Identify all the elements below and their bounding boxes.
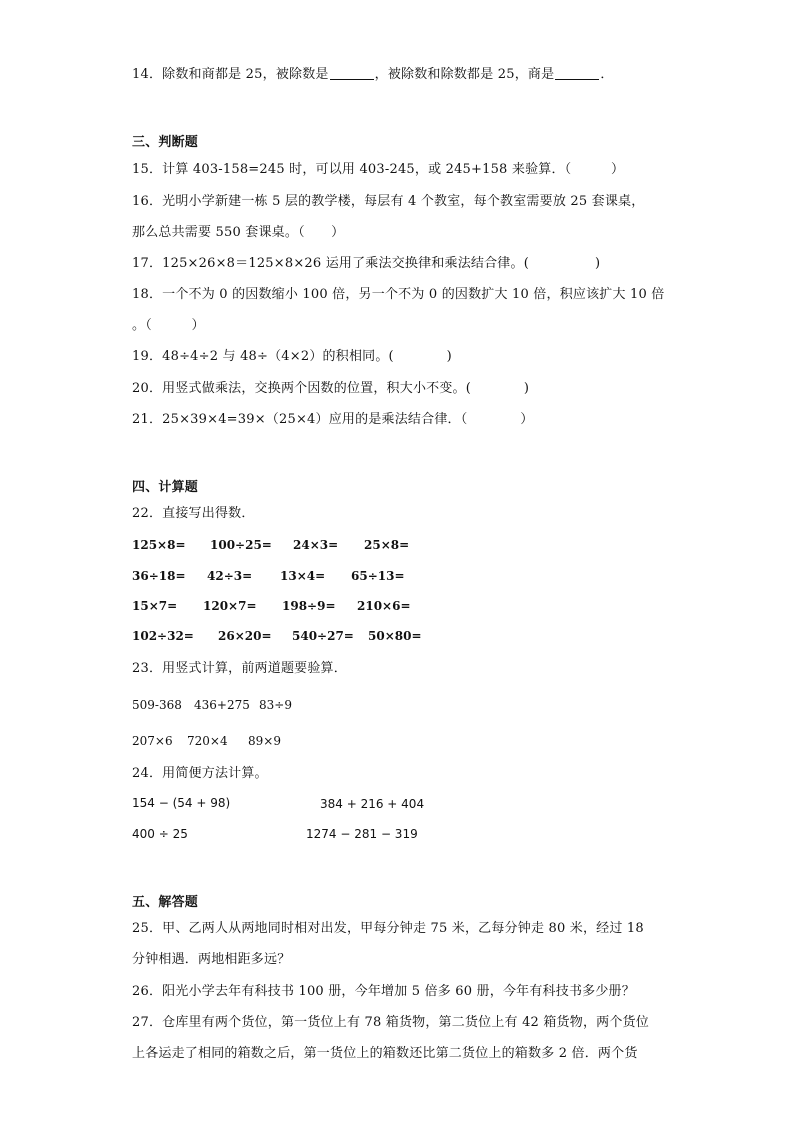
q22-item: 100÷25= [210,538,272,552]
question-14-text-b: ，被除数和除数都是 25，商是 [374,67,555,82]
q23-item: 720×4 [187,734,228,748]
q22-item: 42÷3= [207,569,253,583]
question-15: 15．计算 403-158=245 时，可以用 403-245，或 245+158 来验算．（ ） [132,162,625,177]
q23-item: 83÷9 [259,698,292,712]
section-title-word-problems: 五、解答题 [132,895,199,910]
question-16-line-2: 那么总共需要 550 套课桌。（ ） [132,225,345,240]
q24-item: 154 − (54 + 98) [132,796,231,810]
q22-item: 25×8= [364,538,410,552]
q23-item: 207×6 [132,734,173,748]
question-21: 21．25×39×4=39×（25×4）应用的是乘法结合律．（ ） [132,412,534,427]
q22-item: 198÷9= [282,599,336,613]
q24-item: 1274 − 281 − 319 [306,827,418,841]
question-25-line-2: 分钟相遇．两地相距多远？ [132,952,291,967]
q22-item: 102÷32= [132,629,194,643]
question-27-line-2: 上各运走了相同的箱数之后，第一货位上的箱数还比第二货位上的箱数多 2 倍．两个货 [132,1046,638,1061]
q22-item: 540÷27= [292,629,354,643]
question-16-line-1: 16．光明小学新建一栋 5 层的教学楼，每层有 4 个教室，每个教室需要放 25 套课桌， [132,194,645,209]
question-20: 20．用竖式做乘法，交换两个因数的位置，积大小不变。( ) [132,381,530,396]
question-14-text-a: 14．除数和商都是 25，被除数是 [132,67,329,82]
q22-item: 210×6= [357,599,411,613]
q23-item: 509-368 [132,698,182,712]
q23-item: 89×9 [248,734,281,748]
question-19: 19．48÷4÷2 与 48÷（4×2）的积相同。( ) [132,349,452,364]
q22-item: 15×7= [132,599,178,613]
question-18-line-1: 18．一个不为 0 的因数缩小 100 倍，另一个不为 0 的因数扩大 10 倍，积应该扩大 10 倍 [132,287,665,302]
question-22-title: 22．直接写出得数． [132,506,255,521]
q24-item: 384 + 216 + 404 [320,797,425,811]
q22-item: 24×3= [293,538,339,552]
question-23-title: 23．用竖式计算，前两道题要验算． [132,661,347,676]
q22-item: 50×80= [368,629,422,643]
q24-item: 400 ÷ 25 [132,827,188,841]
question-17: 17．125×26×8＝125×8×26 运用了乘法交换律和乘法结合律。( ) [132,256,601,271]
q22-item: 125×8= [132,538,186,552]
question-14-text-c: ． [600,67,614,82]
answer-blank-dividend[interactable] [330,67,374,80]
question-27-line-1: 27．仓库里有两个货位，第一货位上有 78 箱货物，第二货位上有 42 箱货物，两个货位 [132,1015,649,1030]
question-25-line-1: 25．甲、乙两人从两地同时相对出发，甲每分钟走 75 米，乙每分钟走 80 米，经过 18 [132,921,644,936]
q22-item: 26×20= [218,629,272,643]
answer-blank-quotient[interactable] [555,67,599,80]
q22-item: 120×7= [203,599,257,613]
question-26: 26．阳光小学去年有科技书 100 册，今年增加 5 倍多 60 册，今年有科技书多少册？ [132,984,635,999]
q22-item: 36÷18= [132,569,186,583]
q22-item: 65÷13= [351,569,405,583]
question-24-title: 24．用简便方法计算。 [132,766,268,781]
section-title-calculation: 四、计算题 [132,480,199,495]
q23-item: 436+275 [194,698,250,712]
question-18-line-2: 。（ ） [132,318,205,333]
q22-item: 13×4= [280,569,326,583]
question-14 [132,66,614,84]
section-title-judgment: 三、判断题 [132,135,199,150]
